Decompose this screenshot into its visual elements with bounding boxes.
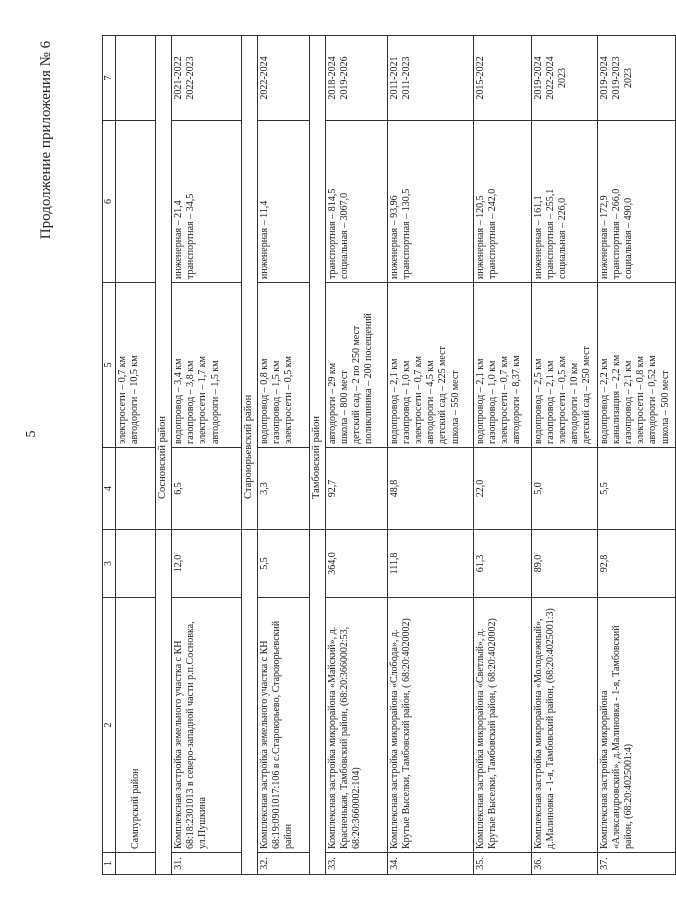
cost-cell: инженерная – 172,9 транспортная – 266,0 социальная – 490,0 (597, 121, 675, 283)
projects-table (102, 35, 676, 875)
col4-cell (116, 448, 156, 530)
infrastructure-cell: водопровод – 0,8 км газопровод – 1,5 км электросети – 0,5 км (257, 283, 309, 448)
row-number: 31. (171, 853, 241, 875)
table-row (597, 36, 675, 875)
row-number: 35. (473, 853, 531, 875)
header-cell: 2 (103, 598, 116, 853)
infrastructure-cell: водопровод – 2,5 км газопровод – 2,1 км электросети – 0,5 км автодороги – 10 км детский сад – 250 мест (531, 283, 597, 448)
district-heading: Староюрьевский район (241, 36, 257, 530)
row-number: 33. (325, 853, 387, 875)
table-row (473, 36, 531, 875)
cost-cell: инженерная – 93,96 транспортная – 130,5 (387, 121, 473, 283)
period-cell: 2021-2022 2022-2023 (171, 36, 241, 121)
period-cell: 2015-2022 (473, 36, 531, 121)
infrastructure-cell: водопровод – 2,1 км газопровод – 1,0 км электросети – 0,7 км автодороги – 8,37 км (473, 283, 531, 448)
district-spacer (309, 530, 325, 875)
header-cell: 5 (103, 283, 116, 448)
period-cell: 2011-2021 2011-2023 (387, 36, 473, 121)
object-name: Комплексная застройка земельного участка с КН 68:19:0901017:106 в с.Староюрьево, Староюрьевский район (257, 598, 309, 853)
period-cell: 2019-2024 2022-2024 2023 (531, 36, 597, 121)
col4-cell: 6,5 (171, 448, 241, 530)
col4-cell: 5,5 (597, 448, 675, 530)
cost-cell: инженерная – 11,4 (257, 121, 309, 283)
object-name: Комплексная застройка микрорайона «Майский», д. Красненькая, Тамбовский район, (68:20:3660002:53, 68:20:3660002:104) (325, 598, 387, 853)
area-cell (116, 530, 156, 598)
object-name: Комплексная застройка микрорайона «Слобода», д. Крутые Выселки, Тамбовский район, ( 68:20:4020002) (387, 598, 473, 853)
infrastructure-cell: водопровод – 3,4 км газопровод – 3,8 км электросети – 1,7 км автодороги – 1,5 км (171, 283, 241, 448)
period-cell (116, 36, 156, 121)
table-row (257, 36, 309, 875)
district-name: Сампурский район (116, 598, 156, 853)
table-row (387, 36, 473, 875)
appendix-title: Продолжение приложения № 6 (38, 40, 54, 240)
area-cell: 92,8 (597, 530, 675, 598)
area-cell: 89,0 (531, 530, 597, 598)
col4-cell: 5,0 (531, 448, 597, 530)
table-row (325, 36, 387, 875)
infrastructure-cell: автодороги – 29 км школа – 800 мест детский сад – 2 по 250 мест поликлиника – 200 посещений (325, 283, 387, 448)
infrastructure-cell: водопровод – 2,2 км канализация – 2,2 км газопровод – 2,1 км электросети – 0,8 км автодороги – 0,52 км школа – 500 мест (597, 283, 675, 448)
district-spacer (156, 530, 172, 875)
object-name: Комплексная застройка микрорайона «Светлый», д. Крутые Выселки, Тамбовский район, ( 68:20:4020002) (473, 598, 531, 853)
col4-cell: 92,7 (325, 448, 387, 530)
period-cell: 2022-2024 (257, 36, 309, 121)
row-number (116, 853, 156, 875)
col4-cell: 48,8 (387, 448, 473, 530)
area-cell: 364,0 (325, 530, 387, 598)
col4-cell: 22,0 (473, 448, 531, 530)
cost-cell: инженерная – 161,1 транспортная – 255,1 социальная – 226,0 (531, 121, 597, 283)
district-heading: Тамбовский район (309, 36, 325, 530)
district-row-sosnovsky (156, 36, 172, 875)
header-cell: 4 (103, 448, 116, 530)
header-row (103, 36, 116, 875)
area-cell: 5,5 (257, 530, 309, 598)
projects-table-container (102, 36, 671, 875)
period-cell: 2019-2024 2019-2023 2023 (597, 36, 675, 121)
object-name: Комплексная застройка земельного участка с КН 68:18:2301013 в северо-западной части р.п.Сосновка, ул.Пушкина (171, 598, 241, 853)
samursky-row (116, 36, 156, 875)
cost-cell (116, 121, 156, 283)
area-cell: 111,8 (387, 530, 473, 598)
header-cell: 6 (103, 121, 116, 283)
cost-cell: транспортная – 814,5 социальная – 3067,0 (325, 121, 387, 283)
cost-cell: инженерная – 120,5 транспортная – 242,0 (473, 121, 531, 283)
district-spacer (241, 530, 257, 875)
period-cell: 2018-2024 2019-2026 (325, 36, 387, 121)
area-cell: 12,0 (171, 530, 241, 598)
row-number: 37. (597, 853, 675, 875)
area-cell: 61,3 (473, 530, 531, 598)
object-name: Комплексная застройка микрорайона «Молодежный», д.Малиновка - 1-я, Тамбовский район, (68:20:4025001:3) (531, 598, 597, 853)
table-row (171, 36, 241, 875)
row-number: 36. (531, 853, 597, 875)
object-name: Комплексная застройка микрорайона «Александровский», д.Малиновка - 1-я, Тамбовский район, (68:20:4025001:4) (597, 598, 675, 853)
cost-cell: инженерная – 21,4 транспортная – 34,5 (171, 121, 241, 283)
row-number: 32. (257, 853, 309, 875)
infrastructure-cell: электросети – 0,7 км автодороги – 10,5 км (116, 283, 156, 448)
district-heading: Сосновский район (156, 36, 172, 530)
header-cell: 3 (103, 530, 116, 598)
infrastructure-cell: водопровод – 2,1 км газопровод – 1,0 км электросети – 0,7 км автодороги – 4,5 км детский сад – 225 мест школа – 550 мест (387, 283, 473, 448)
table-row (531, 36, 597, 875)
row-number: 34. (387, 853, 473, 875)
district-row-tambovsky (309, 36, 325, 875)
col4-cell: 3,3 (257, 448, 309, 530)
district-row-staroyuryevsky (241, 36, 257, 875)
header-cell: 1 (103, 853, 116, 875)
header-cell: 7 (103, 36, 116, 121)
page-number: 5 (24, 430, 39, 438)
